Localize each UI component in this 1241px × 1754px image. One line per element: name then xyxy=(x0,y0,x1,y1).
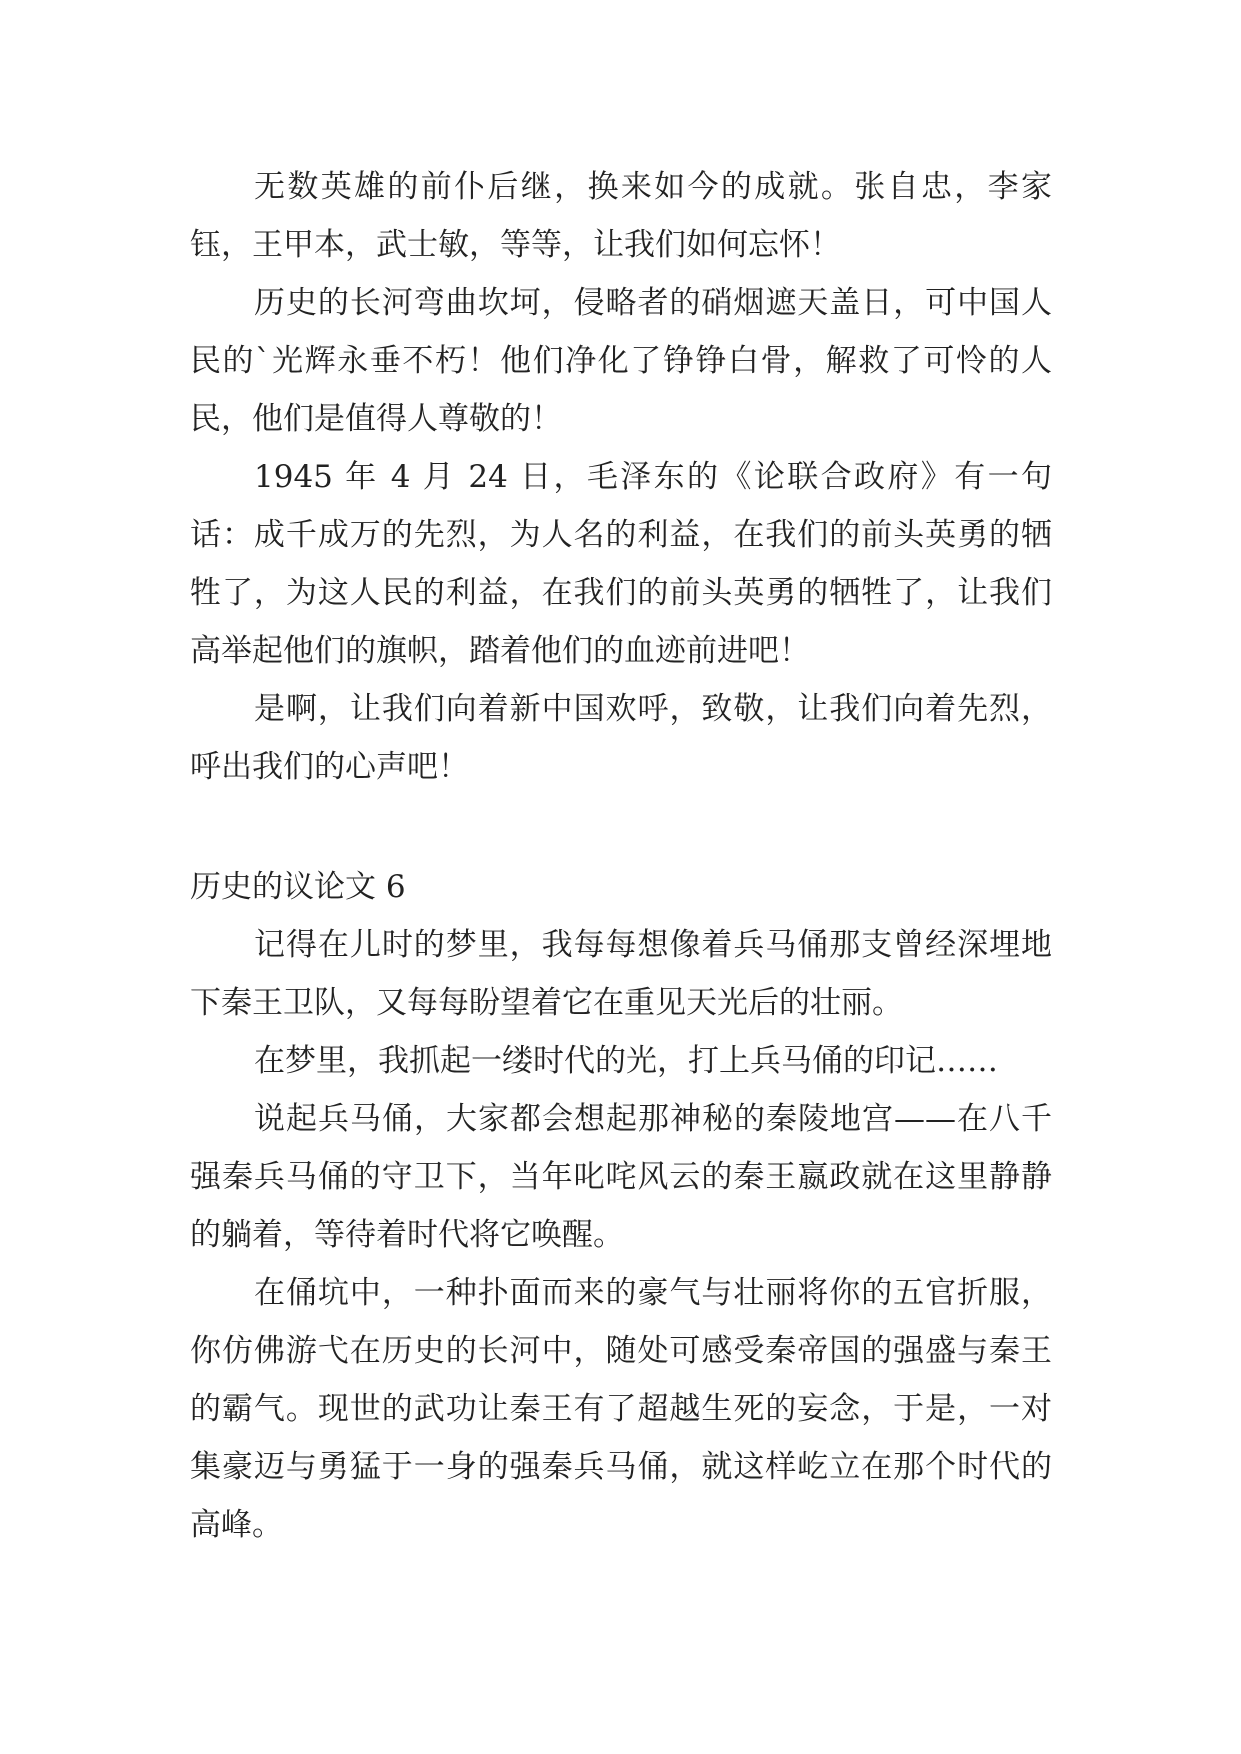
section-heading: 历史的议论文 6 xyxy=(190,869,406,905)
paragraph: 无数英雄的前仆后继，换来如今的成就。张自忠，李家钰，王甲本，武士敏，等等，让我们如何忘怀！ xyxy=(190,169,1052,263)
paragraph: 在梦里，我抓起一缕时代的光，打上兵马俑的印记…… xyxy=(254,1043,998,1079)
text-section-top xyxy=(190,158,1052,796)
paragraph: 是啊，让我们向着新中国欢呼，致敬，让我们向着先烈，呼出我们的心声吧！ xyxy=(190,691,1052,785)
paragraph: 1945 年 4 月 24 日，毛泽东的《论联合政府》有一句话：成千成万的先烈，为人名的利益，在我们的前头英勇的牺牲了，为这人民的利益，在我们的前头英勇的牺牲了，让我们高举起他们的旗帜，踏着他们的血迹前进吧！ xyxy=(190,459,1052,669)
paragraph: 在俑坑中，一种扑面而来的豪气与壮丽将你的五官折服，你仿佛游弋在历史的长河中，随处可感受秦帝国的强盛与秦王的霸气。现世的武功让秦王有了超越生死的妄念，于是，一对集豪迈与勇猛于一身的强秦兵马俑，就这样屹立在那个时代的高峰。 xyxy=(190,1275,1052,1543)
text-section-essay-6 xyxy=(190,858,1052,1554)
paragraph: 说起兵马俑，大家都会想起那神秘的秦陵地宫——在八千强秦兵马俑的守卫下，当年叱咤风云的秦王嬴政就在这里静静的躺着，等待着时代将它唤醒。 xyxy=(190,1101,1052,1253)
paragraph: 历史的长河弯曲坎坷，侵略者的硝烟遮天盖日，可中国人民的`光辉永垂不朽！他们净化了铮铮白骨，解救了可怜的人民，他们是值得人尊敬的！ xyxy=(190,285,1052,437)
paragraph: 记得在儿时的梦里，我每每想像着兵马俑那支曾经深埋地下秦王卫队，又每每盼望着它在重见天光后的壮丽。 xyxy=(190,927,1052,1021)
